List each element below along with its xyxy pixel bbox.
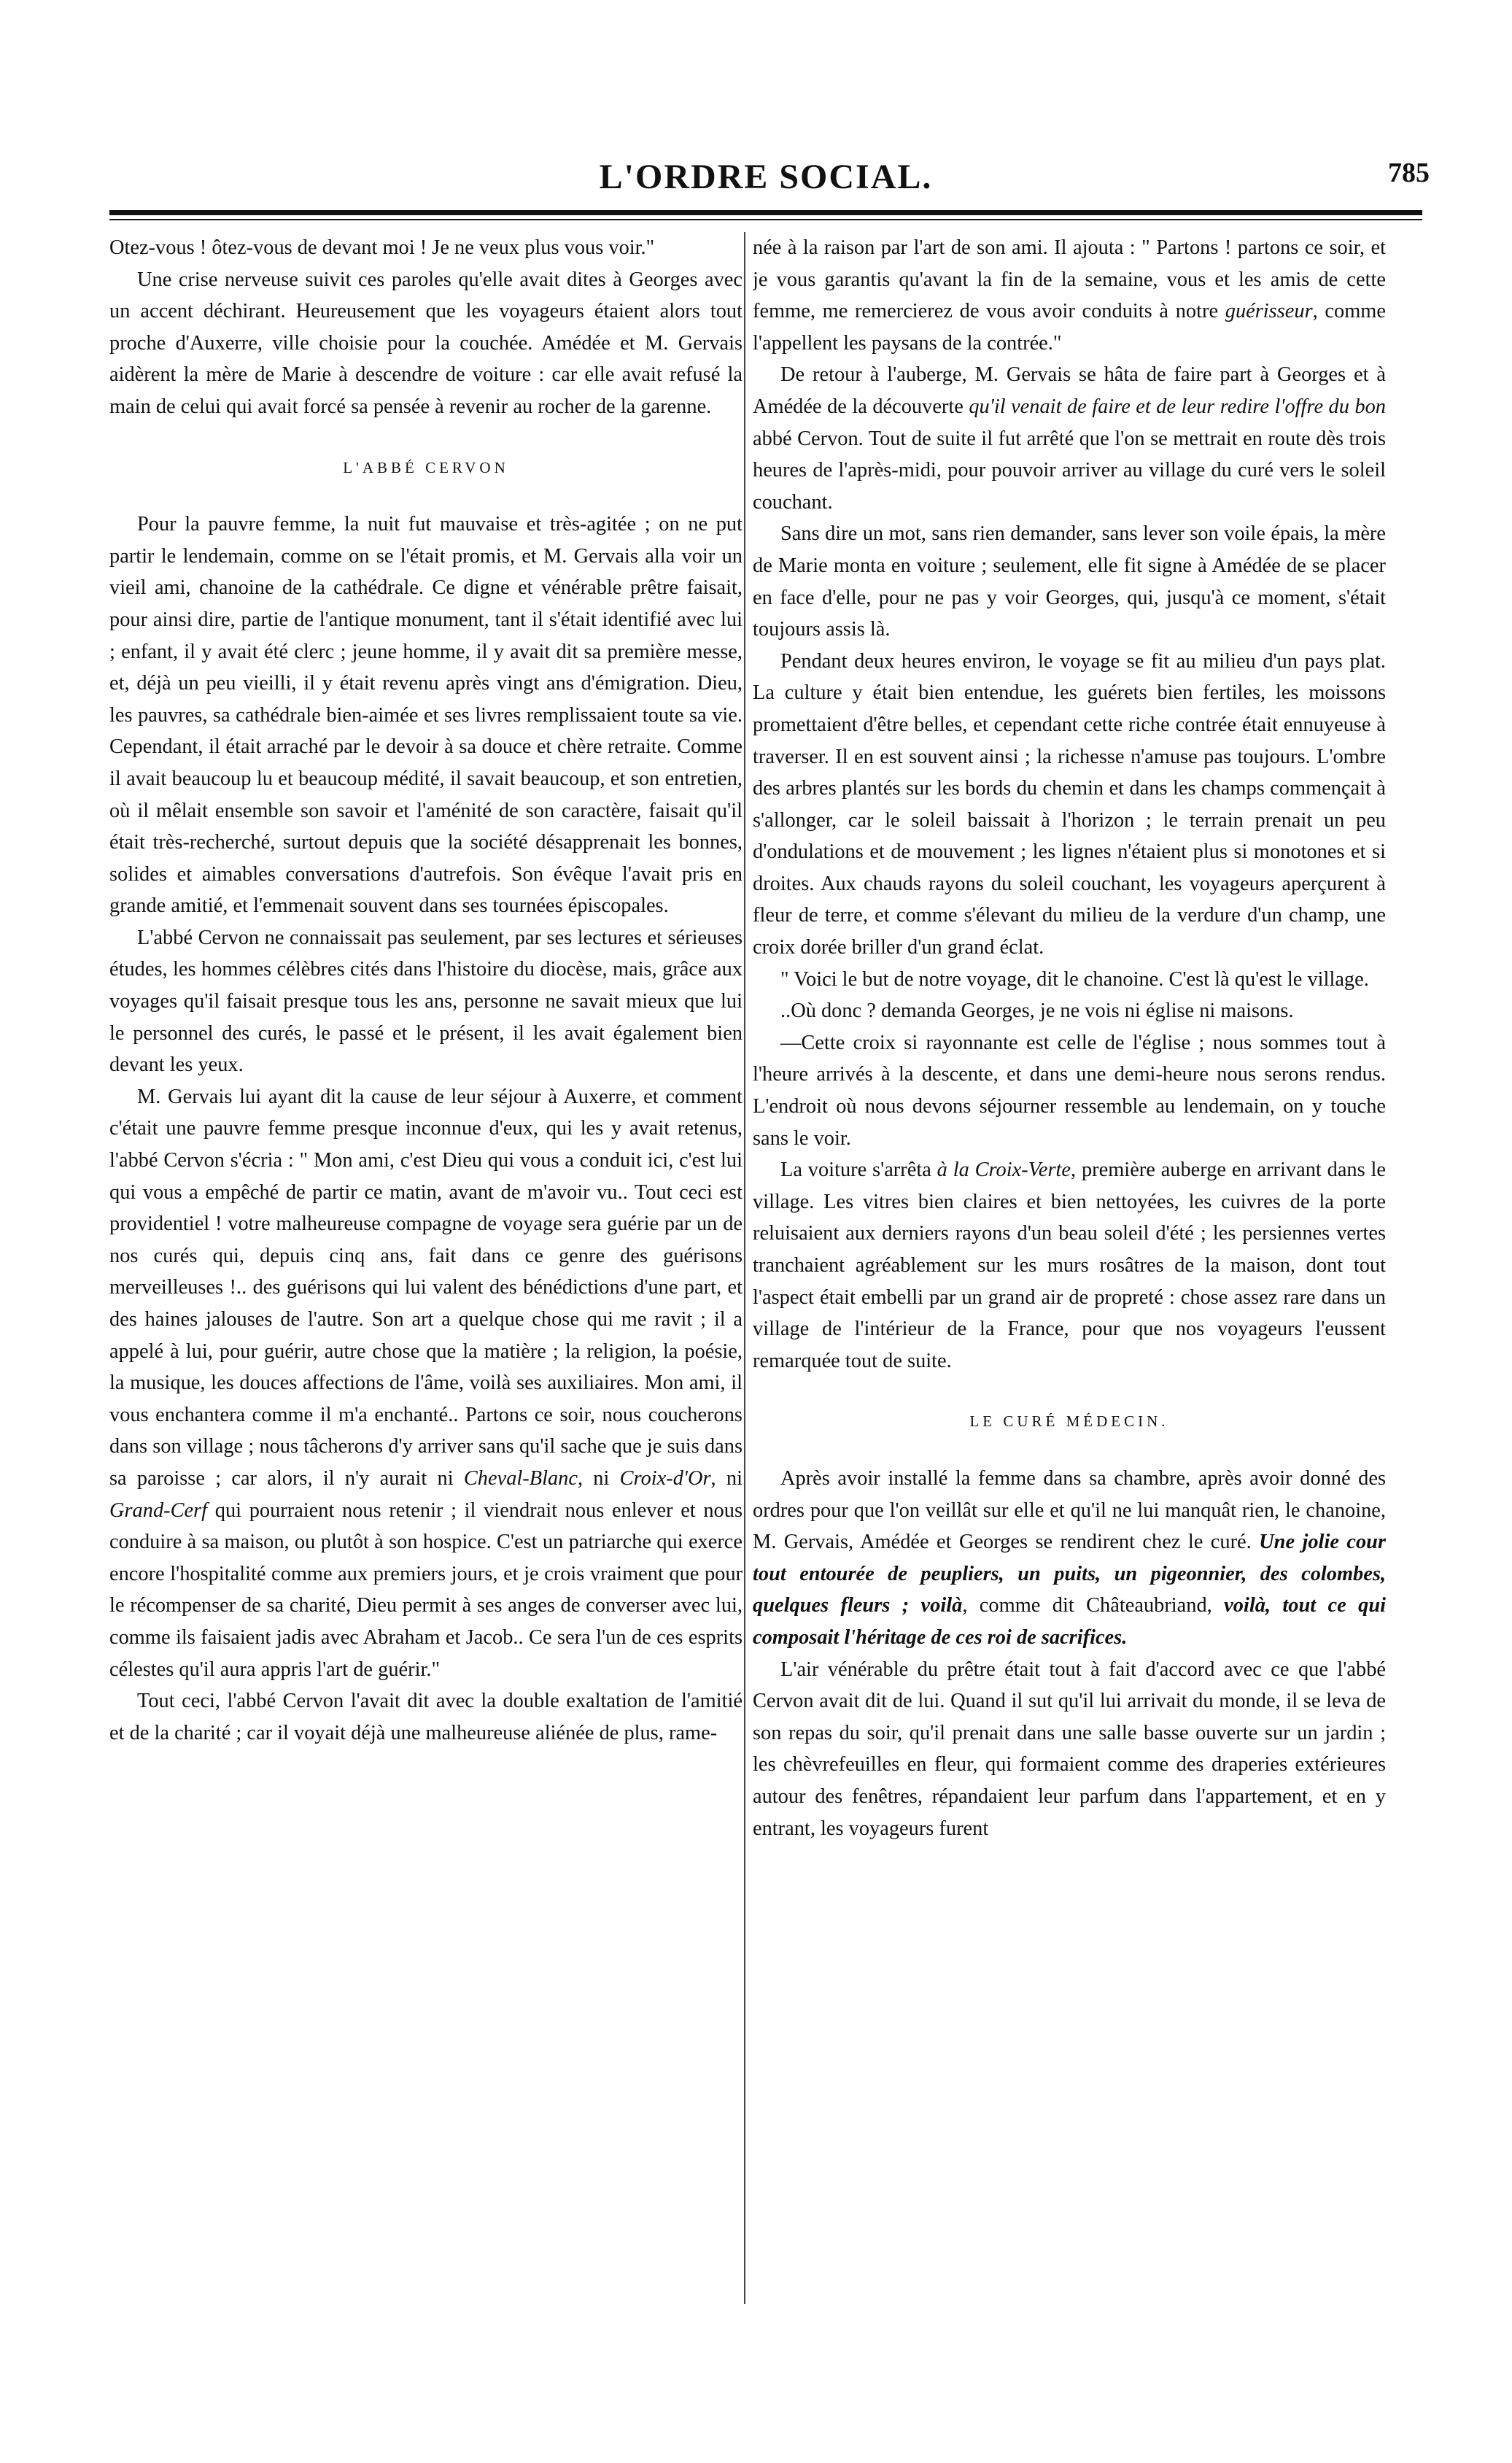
text-run: née à la raison par l'art de son ami. Il ajouta : " Partons ! partons ce soir, et je vous garantis qu'avant la fin de la semaine, vous et les amis de cette femme, me remercierez de vous avoir conduits à notre — [753, 236, 1386, 323]
right-column — [753, 232, 1386, 2392]
paragraph: " Voici le but de notre voyage, dit le chanoine. C'est là qu'est le village. — [780, 967, 1369, 991]
text-run: , première auberge en arrivant dans le village. Les vitres bien claires et bien nettoyées, les cuivres de la porte reluisaient aux derniers rayons d'un beau soleil d'été ; les persiennes vertes tranchaient agréablement sur les murs rosâtres de la maison, dont tout l'aspect était embelli par un grand air de propreté : chose assez rare dans un village de l'intérieur de la France, pour que nos voyageurs l'eussent remarquée tout de suite. — [753, 1159, 1386, 1372]
text-run: , ni — [577, 1466, 620, 1490]
text-run: Après avoir installé la femme dans sa chambre, après avoir donné des ordres pour que l'on veillât sur elle et qu'il ne lui manquât rien, le chanoine, M. Gervais, Amédée et Georges se rendirent chez le curé. — [753, 1466, 1386, 1554]
paragraph: Pendant deux heures environ, le voyage se fit au milieu d'un pays plat. La culture y était bien entendue, les guérets bien fertiles, les moissons promettaient d'être belles, et cependant cette riche contrée était ennuyeuse à traverser. Il en est souvent ainsi ; la richesse n'amuse pas toujours. L'ombre des arbres plantés sur les bords du chemin et dans les champs commençait à s'allonger, car le soleil baissait à l'horizon ; le terrain prenait un peu d'ondulations et de mouvement ; les lignes n'étaient plus si monotones et si droites. Aux chauds rayons du soleil couchant, les voyageurs aperçurent à fleur de terre, et comme s'élevant du milieu de la verdure d'un champ, une croix dorée briller d'un grand éclat. — [753, 649, 1386, 959]
paragraph: Sans dire un mot, sans rien demander, sans lever son voile épais, la mère de Marie monta en voiture ; seulement, elle fit signe à Amédée de se placer en face d'elle, pour ne pas y voir Georges, qui, jusqu'à ce moment, s'était toujours assis là. — [753, 522, 1386, 641]
column-divider — [744, 232, 745, 2304]
paragraph: ..Où donc ? demanda Georges, je ne vois ni église ni maisons. — [780, 999, 1294, 1023]
paragraph: Tout ceci, l'abbé Cervon l'avait dit avec la double exaltation de l'amitié et de la charité ; car il voyait déjà une malheureuse aliénée de plus, rame- — [109, 1690, 743, 1744]
quotation: voilà, tout ce qui composait l'héritage de ces roi de sacrifices. — [753, 1594, 1386, 1649]
text-run: , comme l'appellent les paysans de la contrée." — [753, 300, 1386, 355]
paragraph: Otez-vous ! ôtez-vous de devant moi ! Je ne veux plus vous voir." — [109, 236, 655, 259]
section-heading: L'ABBÉ CERVON — [343, 458, 509, 476]
page-header — [102, 157, 1430, 208]
text-run: M. Gervais lui ayant dit la cause de leur séjour à Auxerre, et comment c'était une pauvre femme presque inconnue d'eux, qui les y avait retenus, l'abbé Cervon s'écria : " Mon ami, c'est Dieu qui vous a conduit ici, c'est lui qui vous a empêché de partir ce matin, avant de m'avoir vu.. Tout ceci est providentiel ! votre malheureuse compagne de voyage sera guérie par un de nos curés qui, depuis cinq ans, fait dans ce genre des guérisons merveilleuses !.. des guérisons qui lui valent des bénédictions d'une part, et des haines jalouses de l'autre. Son art a quelque chose qui me ravit ; il a appelé à lui, pour guérir, autre chose que la matière ; la religion, la poésie, la musique, les douces affections de l'âme, voilà ses auxiliaires. Mon ami, il vous enchantera comme il m'a enchanté.. Partons ce soir, nous coucherons dans son village ; nous tâcherons d'y arriver sans qu'il sache que je suis dans sa paroisse ; car alors, il n'y aurait ni — [109, 1085, 743, 1490]
page-number: 785 — [1388, 158, 1430, 188]
italic-phrase: qu'il venait de faire et de leur redire l'offre du bon — [969, 395, 1386, 418]
italic-term: guérisseur — [1225, 300, 1313, 323]
text-run: De retour à l'auberge, M. Gervais se hâta de faire part à Georges et à Amédée de la découverte — [753, 363, 1386, 418]
text-run: , comme dit Châteaubriand, — [962, 1594, 1225, 1617]
text-run: qui pourraient nous retenir ; il viendrait nous enlever et nous conduire à sa maison, ou plutôt à son hospice. C'est un patriarche qui exerce encore l'hospitalité comme aux premiers jours, et je crois vraiment que pour le récompenser de sa charité, Dieu permit à ses anges de converser avec lui, comme ils faisaient jadis avec Abraham et Jacob.. Ce sera l'un de ces esprits célestes qu'il aura appris l'art de guérir." — [109, 1499, 743, 1681]
left-column — [109, 232, 743, 2392]
text-run: abbé Cervon. Tout de suite il fut arrêté que l'on se mettrait en route dès trois heures de l'après-midi, pour pouvoir arriver au village du curé vers le soleil couchant. — [753, 427, 1386, 514]
inn-name: Grand-Cerf — [109, 1499, 208, 1522]
paragraph: L'abbé Cervon ne connaissait pas seulement, par ses lectures et sérieuses études, les hommes célèbres cités dans l'histoire du diocèse, mais, grâce aux voyages qu'il faisait presque tous les ans, personne ne savait mieux que lui le personnel des curés, le passé et le présent, il les avait également bien devant les yeux. — [109, 926, 743, 1077]
paragraph: Pour la pauvre femme, la nuit fut mauvaise et très-agitée ; on ne put partir le lendemain, comme on se l'était promis, et M. Gervais alla voir un vieil ami, chanoine de la cathédrale. Ce digne et vénérable prêtre faisait, pour ainsi dire, partie de l'antique monument, tant il s'était identifié avec lui ; enfant, il y avait été clerc ; jeune homme, il y avait dit sa première messe, et, déjà un peu vieilli, il y était revenu après vingt ans d'émigration. Dieu, les pauvres, sa cathédrale bien-aimée et ses livres remplissaient toute sa vie. Cependant, il était arraché par le devoir à sa douce et chère retraite. Comme il avait beaucoup lu et beaucoup médité, il savait beaucoup, et son entretien, où il mêlait ensemble son savoir et l'aménité de son caractère, faisait qu'il était très-recherché, surtout depuis que la société désapprenait les bonnes, solides et aimables conversations d'autrefois. Son évêque l'avait pris en grande amitié, et l'emmenait souvent dans ses tournées épiscopales. — [109, 513, 743, 918]
paragraph — [753, 232, 1386, 359]
inn-name: Croix-d'Or — [619, 1466, 711, 1490]
paragraph — [109, 1081, 743, 1685]
inn-name: Cheval-Blanc — [463, 1466, 578, 1490]
paragraph: L'air vénérable du prêtre était tout à fait d'accord avec ce que l'abbé Cervon avait dit de lui. Quand il sut qu'il lui arrivait du monde, il se leva de son repas du soir, qu'il prenait dans une salle basse ouverte sur un jardin ; les chèvrefeuilles en fleur, qui formaient comme des draperies extérieures autour des fenêtres, répandaient leur parfum dans l'appartement, et en y entrant, les voyageurs furent — [753, 1658, 1386, 1840]
text-run: , ni — [710, 1466, 743, 1490]
paragraph — [753, 1463, 1386, 1654]
paragraph — [753, 1154, 1386, 1377]
header-rule-thin — [109, 219, 1422, 220]
inn-name: à la Croix-Verte — [937, 1159, 1071, 1182]
paragraph — [753, 359, 1386, 518]
text-run: La voiture s'arrêta — [780, 1159, 937, 1182]
running-title: L'ORDRE SOCIAL. — [599, 158, 933, 196]
section-heading: LE CURÉ MÉDECIN. — [969, 1412, 1169, 1431]
paragraph: —Cette croix si rayonnante est celle de l'église ; nous sommes tout à l'heure arrivés à la descente, et dans une demi-heure nous serons rendus. L'endroit où nous devons séjourner ressemble au lendemain, on y touche sans le voir. — [753, 1031, 1386, 1150]
header-rule-thick — [109, 210, 1422, 215]
paragraph: Une crise nerveuse suivit ces paroles qu'elle avait dites à Georges avec un accent déchirant. Heureusement que les voyageurs étaient alors tout proche d'Auxerre, ville choisie pour la couchée. Amédée et M. Gervais aidèrent la mère de Marie à descendre de voiture : car elle avait refusé la main de celui qui avait forcé sa pensée à revenir au rocher de la garenne. — [109, 268, 743, 418]
quotation: Une jolie cour tout entourée de peupliers, un puits, un pigeonnier, des colombes, quelques fleurs ; voilà — [753, 1531, 1386, 1617]
